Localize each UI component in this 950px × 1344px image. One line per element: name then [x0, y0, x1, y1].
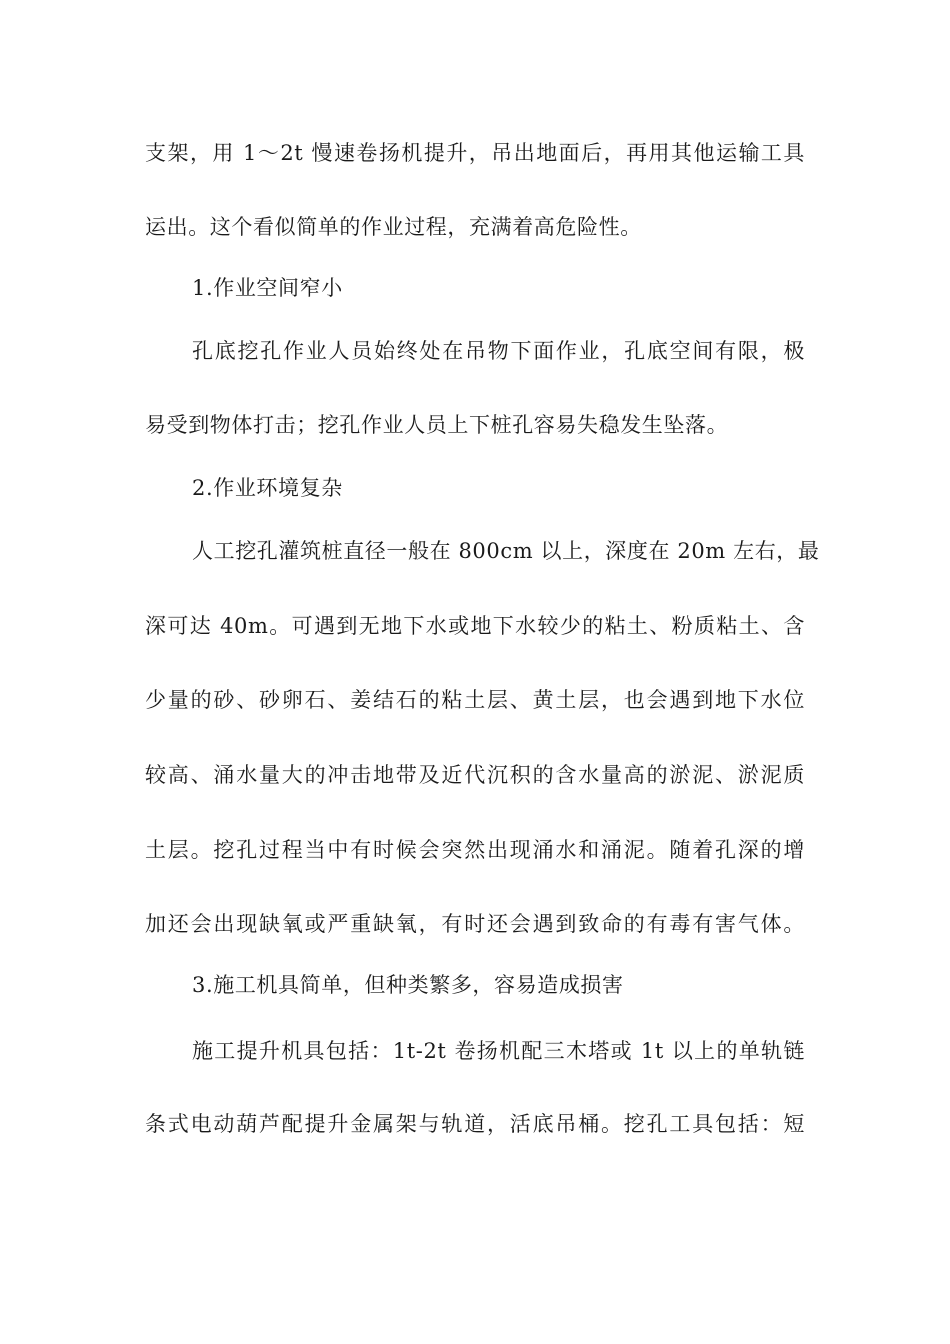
- section-2-line-4: 较高、涌水量大的冲击地带及近代沉积的含水量高的淤泥、淤泥质: [145, 763, 805, 787]
- section-2-heading: 2.作业环境复杂: [192, 476, 343, 500]
- section-2-line-6: 加还会出现缺氧或严重缺氧，有时还会遇到致命的有毒有害气体。: [145, 912, 805, 936]
- section-3-line-1: 施工提升机具包括：1t-2t 卷扬机配三木塔或 1t 以上的单轨链: [192, 1039, 805, 1063]
- intro-line-1: 支架，用 1～2t 慢速卷扬机提升，吊出地面后，再用其他运输工具: [145, 141, 805, 165]
- intro-line-2: 运出。这个看似简单的作业过程，充满着高危险性。: [145, 215, 642, 239]
- section-2-line-1: 人工挖孔灌筑桩直径一般在 800cm 以上，深度在 20m 左右，最: [192, 539, 820, 563]
- section-2-line-3: 少量的砂、砂卵石、姜结石的粘土层、黄土层，也会遇到地下水位: [145, 688, 805, 712]
- section-1-heading: 1.作业空间窄小: [192, 276, 343, 300]
- section-2-line-5: 土层。挖孔过程当中有时候会突然出现涌水和涌泥。随着孔深的增: [145, 838, 805, 862]
- section-3-heading: 3.施工机具简单，但种类繁多，容易造成损害: [192, 973, 624, 997]
- section-3-line-2: 条式电动葫芦配提升金属架与轨道，活底吊桶。挖孔工具包括：短: [145, 1112, 805, 1136]
- section-1-line-1: 孔底挖孔作业人员始终处在吊物下面作业，孔底空间有限，极: [192, 339, 805, 363]
- section-2-line-2: 深可达 40m。可遇到无地下水或地下水较少的粘土、粉质粘土、含: [145, 614, 805, 638]
- section-1-line-2: 易受到物体打击；挖孔作业人员上下桩孔容易失稳发生坠落。: [145, 413, 729, 437]
